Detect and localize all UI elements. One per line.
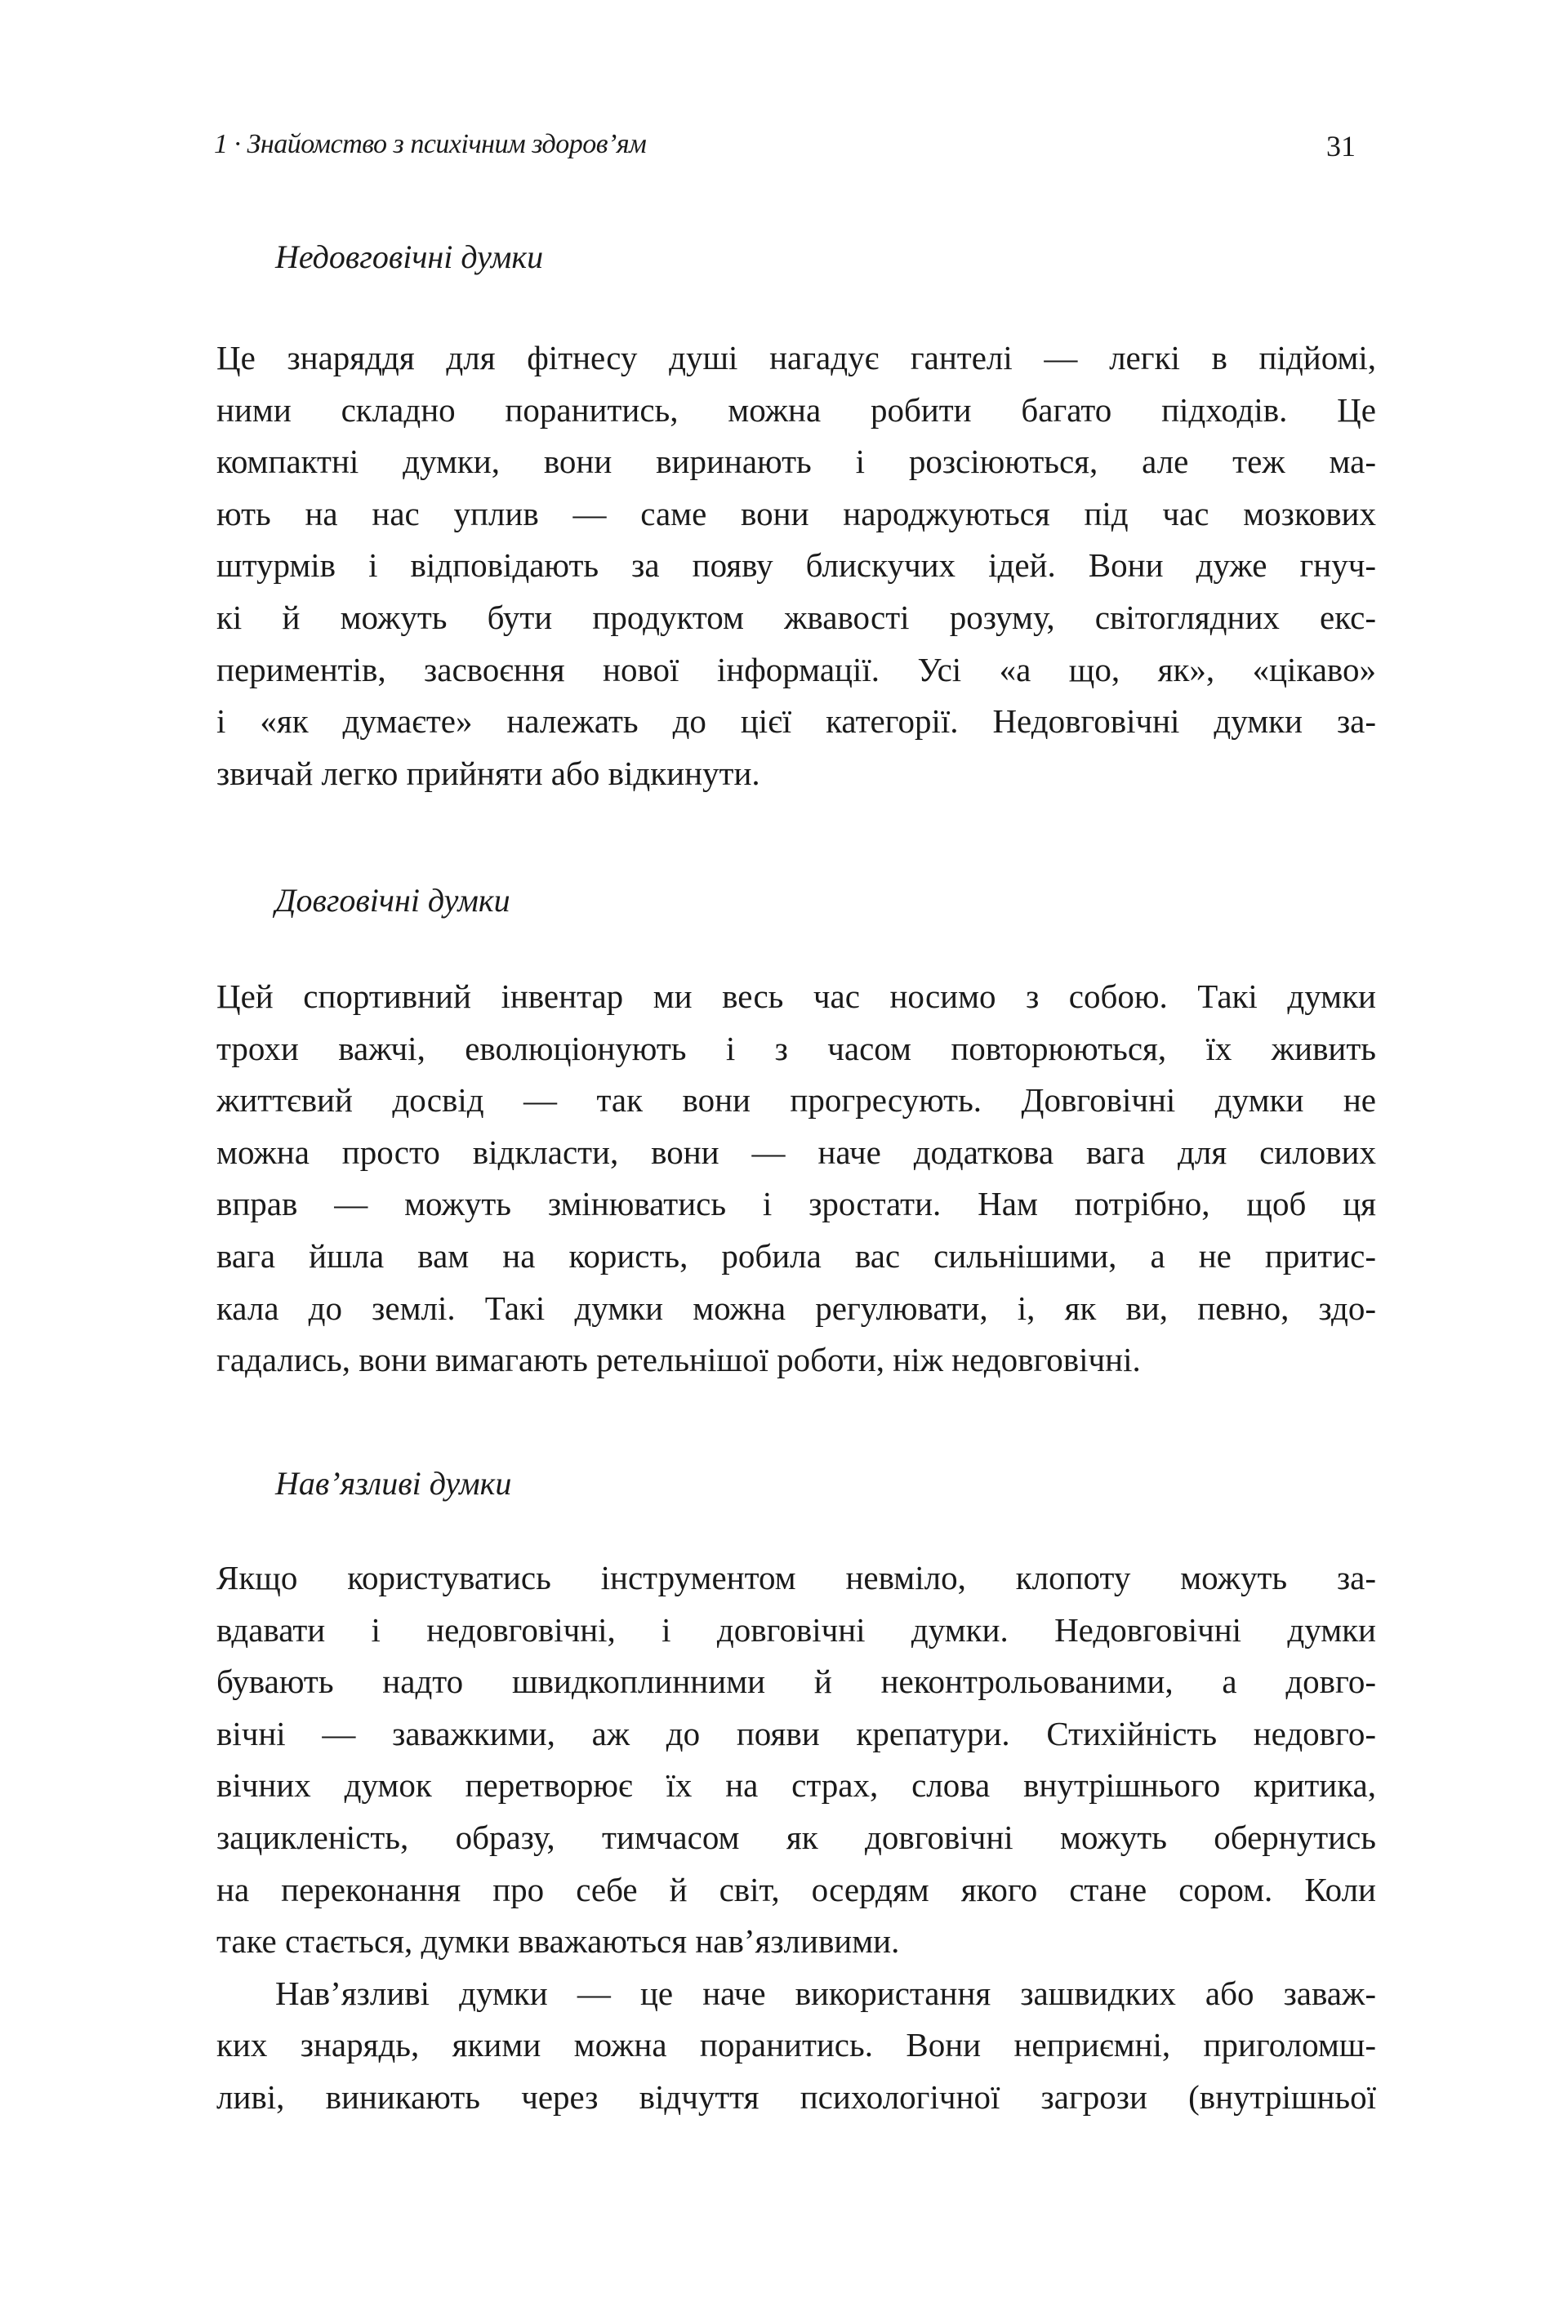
text-line: Якщо користуватись інструментом невміло, клопоту можуть за- xyxy=(216,1559,1376,1596)
text-line: Це знаряддя для фітнесу душі нагадує гантелі — легкі в підйомі, xyxy=(216,339,1376,376)
text-line: можна просто відкласти, вони — наче додаткова вага для силових xyxy=(216,1133,1376,1171)
text-line: ними складно поранитись, можна робити багато підходів. Це xyxy=(216,390,1376,429)
paragraph xyxy=(216,971,1376,1387)
section-intrusive-thoughts xyxy=(216,1458,1376,2124)
text-line: зацикленість, образу, тимчасом як довговічні можуть обернутись xyxy=(216,1818,1376,1856)
text-line: життєвий досвід — так вони прогресують. Довговічні думки не xyxy=(216,1081,1376,1120)
paragraph xyxy=(216,1552,1376,1968)
text-line: кала до землі. Такі думки можна регулювати, і, як ви, певно, здо- xyxy=(216,1289,1376,1327)
section-heading: Довговічні думки xyxy=(275,882,510,919)
text-line: периментів, засвоєння нової інформації. Усі «а що, як», «цікаво» xyxy=(216,650,1376,688)
paragraph xyxy=(216,332,1376,799)
text-line: штурмів і відповідають за появу блискучих ідей. Вони дуже гнуч- xyxy=(216,546,1376,585)
section-heading: Недовговічні думки xyxy=(275,238,544,275)
running-head-chapter: 1 · Знайомство з психічним здоров’ям xyxy=(214,129,647,159)
text-line: ють на нас уплив — саме вони народжуються під час мозкових xyxy=(216,494,1376,532)
text-line: звичай легко прийняти або відкинути. xyxy=(216,754,760,792)
text-line: компактні думки, вони виринають і розсіюються, але теж ма- xyxy=(216,443,1376,481)
page-number: 31 xyxy=(1326,130,1356,163)
text-line: ливі, виникають через відчуття психологічної загрози (внутрішньої xyxy=(216,2077,1376,2116)
text-line: вправ — можуть змінюватись і зростати. Нам потрібно, щоб ця xyxy=(216,1185,1376,1223)
text-line: вдавати і недовговічні, і довговічні думки. Недовговічні думки xyxy=(216,1610,1376,1649)
text-line: трохи важчі, еволюціонують і з часом повторюються, їх живить xyxy=(216,1029,1376,1067)
text-line: бувають надто швидкоплинними й неконтрольованими, а довго- xyxy=(216,1663,1376,1701)
text-line: гадались, вони вимагають ретельнішої роботи, ніж недовговічні. xyxy=(216,1341,1141,1379)
text-line: вічні — заважкими, аж до появи крепатури. Стихійність недовго- xyxy=(216,1714,1376,1752)
text-line: на переконання про себе й світ, осердям якого стане сором. Коли xyxy=(216,1870,1376,1908)
text-line: вага йшла вам на користь, робила вас сильнішими, а не притис- xyxy=(216,1236,1376,1275)
section-heading: Нав’язливі думки xyxy=(275,1465,512,1502)
text-line: таке стається, думки вважаються нав’язливими. xyxy=(216,1922,900,1961)
text-line: Цей спортивний інвентар ми весь час носимо з собою. Такі думки xyxy=(216,977,1376,1015)
text-line: ких знарядь, якими можна поранитись. Вони неприємні, приголомш- xyxy=(216,2026,1376,2064)
paragraph xyxy=(216,1968,1376,2124)
section-long-lived-thoughts xyxy=(216,875,1376,1387)
text-line: вічних думок перетворює їх на страх, слова внутрішнього критика, xyxy=(216,1766,1376,1805)
text-line: Нав’язливі думки — це наче використання зашвидких або заваж- xyxy=(275,1974,1376,2012)
text-line: кі й можуть бути продуктом жвавості розуму, світоглядних екс- xyxy=(216,598,1376,636)
section-short-lived-thoughts xyxy=(216,231,1376,799)
text-line: і «як думаєте» належать до цієї категорії. Недовговічні думки за- xyxy=(216,702,1376,741)
